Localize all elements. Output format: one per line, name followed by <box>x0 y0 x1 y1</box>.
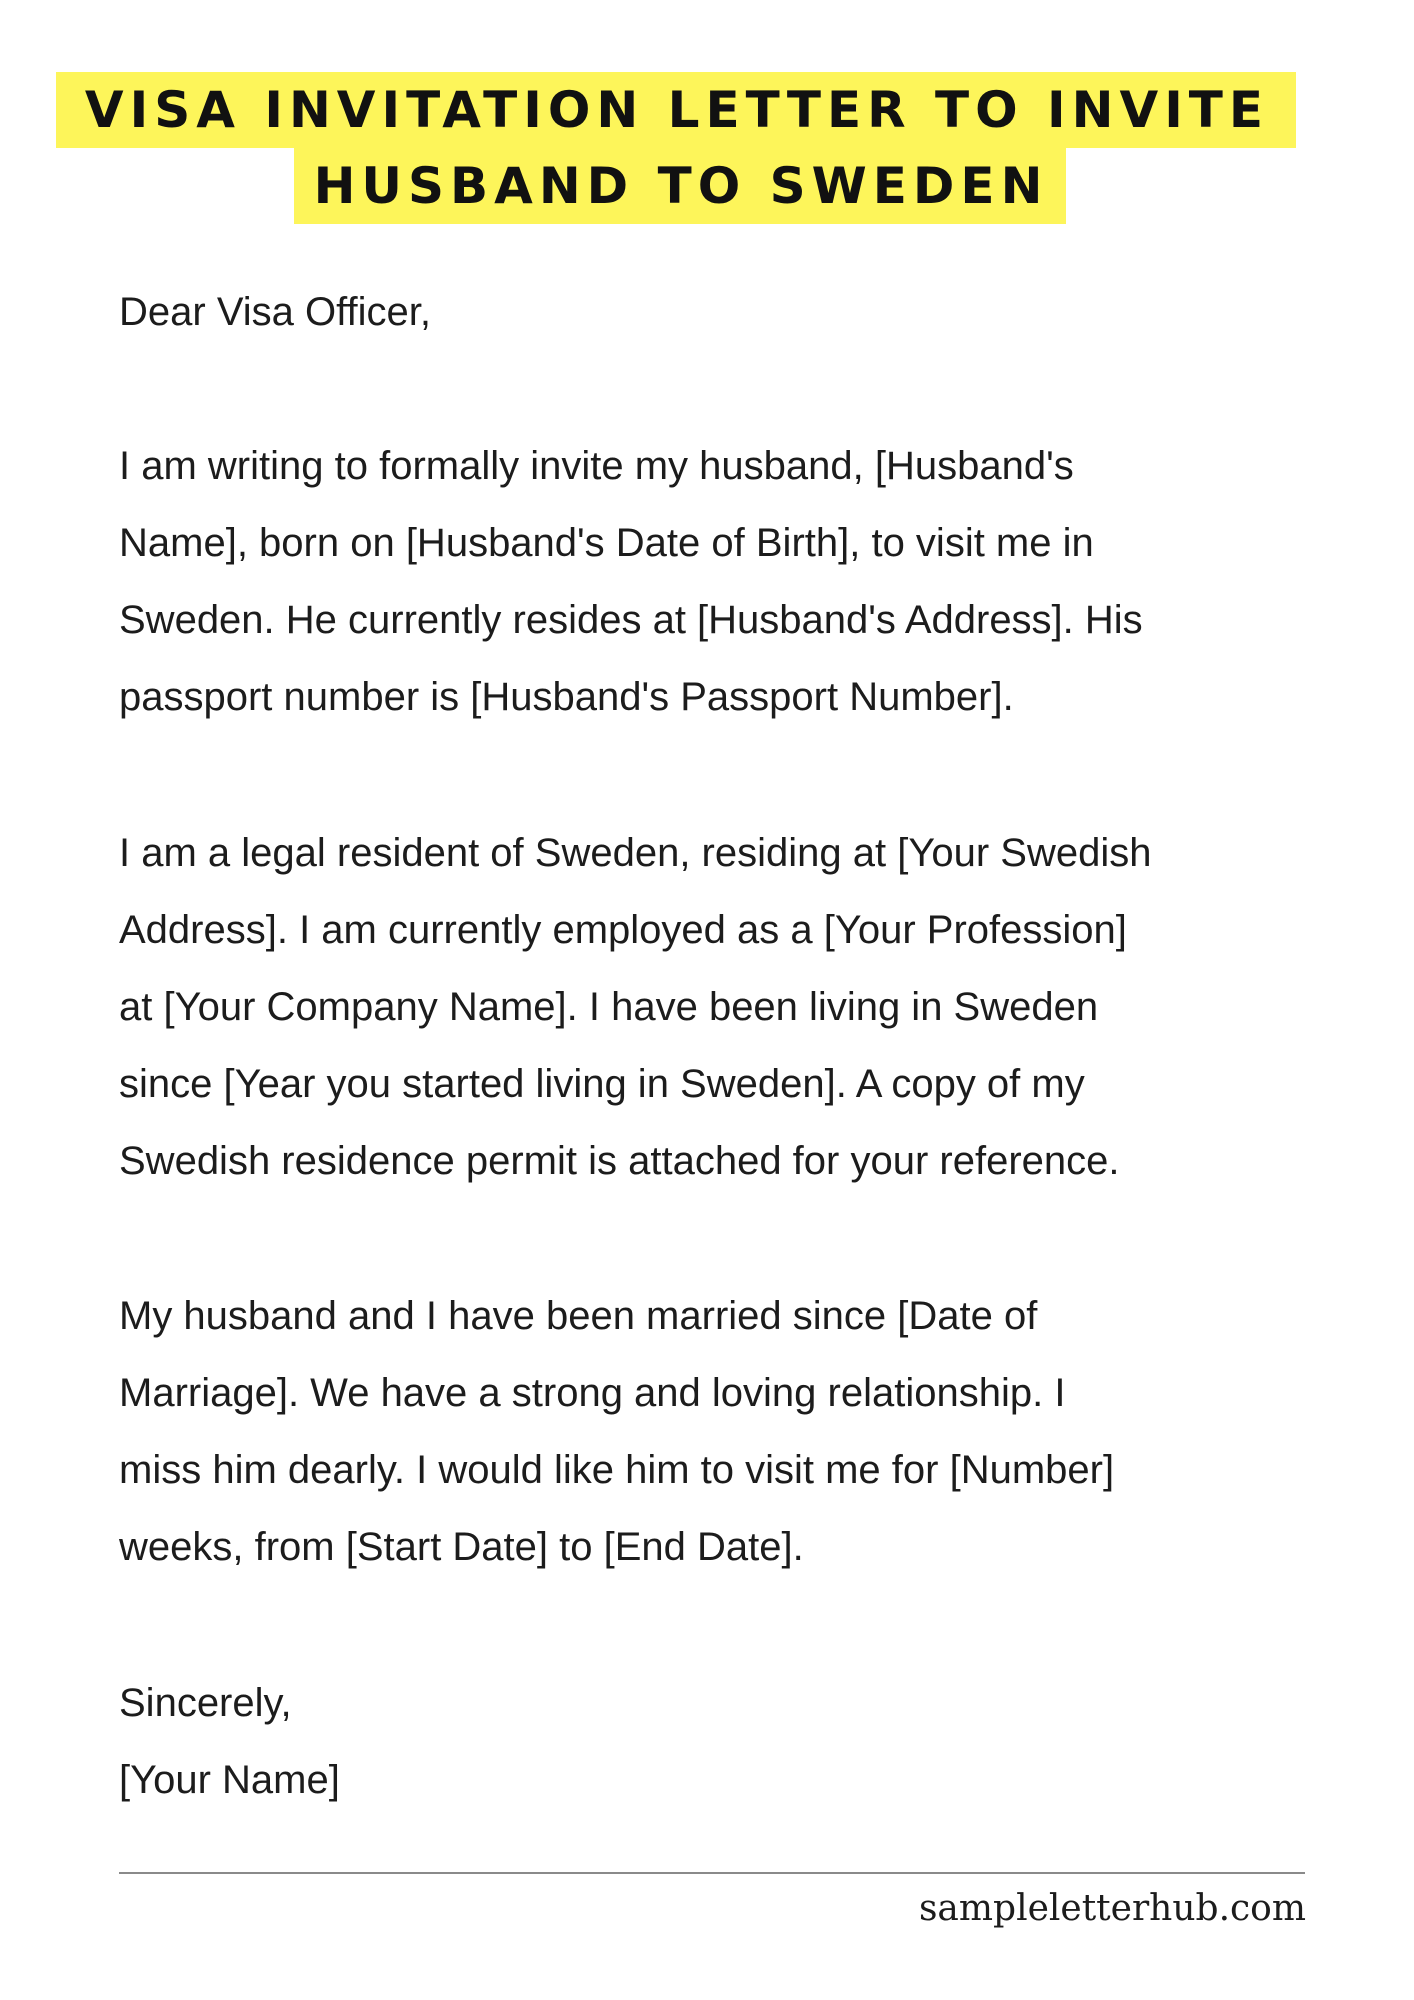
paragraph-residency <box>119 815 1151 1200</box>
paragraph-relationship <box>119 1278 1114 1586</box>
paragraph-line: I am writing to formally invite my husband, [Husband's <box>119 444 1074 488</box>
paragraph-line: weeks, from [Start Date] to [End Date]. <box>119 1525 804 1569</box>
footer-divider <box>119 1872 1305 1874</box>
paragraph-invitation <box>119 428 1143 736</box>
paragraph-line: I am a legal resident of Sweden, residing at [Your Swedish <box>119 831 1152 875</box>
title-line-1: VISA INVITATION LETTER TO INVITE <box>56 72 1296 148</box>
paragraph-line: Marriage]. We have a strong and loving relationship. I <box>119 1371 1066 1415</box>
signature-placeholder: [Your Name] <box>119 1758 340 1802</box>
paragraph-line: Sweden. He currently resides at [Husband's Address]. His <box>119 598 1143 642</box>
salutation: Dear Visa Officer, <box>119 290 431 334</box>
paragraph-line: My husband and I have been married since [Date of <box>119 1294 1038 1338</box>
paragraph-line: since [Year you started living in Sweden]. A copy of my <box>119 1062 1085 1106</box>
title-line-2: HUSBAND TO SWEDEN <box>294 148 1066 224</box>
footer-website: sampleletterhub.com <box>918 1888 1306 1929</box>
paragraph-line: at [Your Company Name]. I have been living in Sweden <box>119 985 1099 1029</box>
paragraph-line: Address]. I am currently employed as a [Your Profession] <box>119 908 1127 952</box>
closing: Sincerely, <box>119 1681 292 1725</box>
paragraph-line: miss him dearly. I would like him to visit me for [Number] <box>119 1448 1115 1492</box>
paragraph-line: passport number is [Husband's Passport Number]. <box>119 675 1014 719</box>
paragraph-line: Swedish residence permit is attached for your reference. <box>119 1139 1120 1183</box>
paragraph-line: Name], born on [Husband's Date of Birth], to visit me in <box>119 521 1094 565</box>
